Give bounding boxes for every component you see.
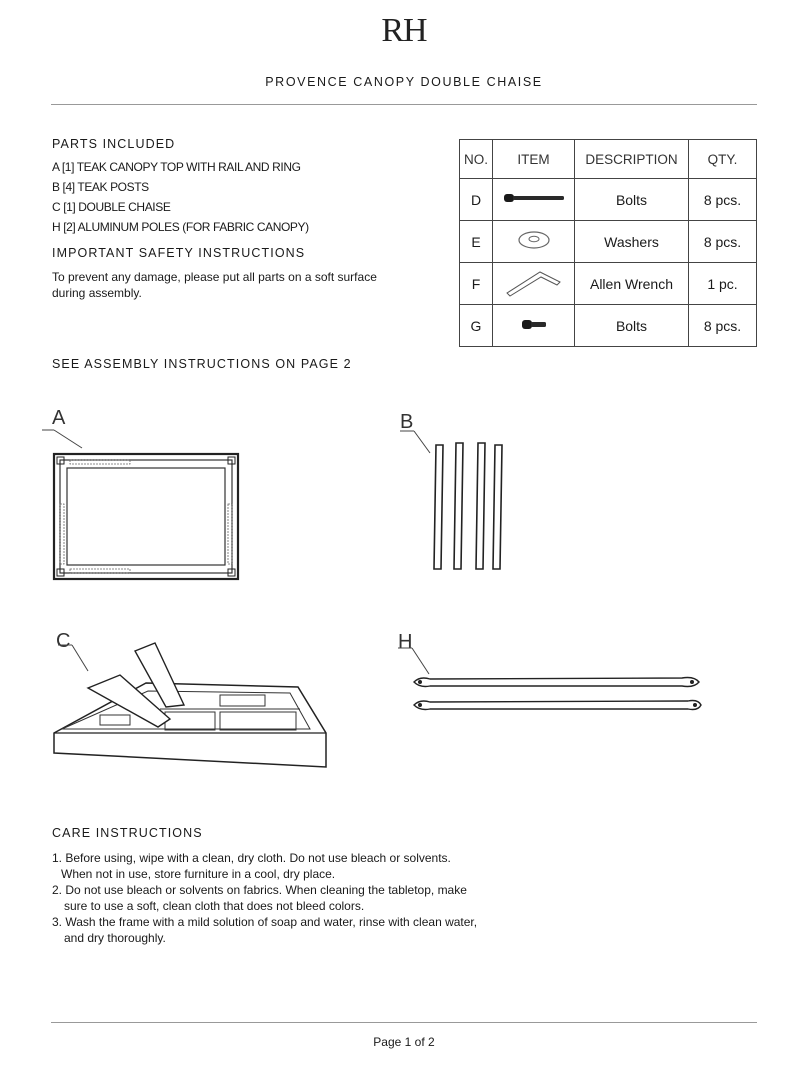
label-b: B [400, 411, 414, 433]
parts-included-heading: PARTS INCLUDED [52, 137, 176, 151]
part-item: A [1] TEAK CANOPY TOP WITH RAIL AND RING [52, 160, 301, 174]
row-item [493, 221, 575, 263]
header-qty: QTY. [689, 140, 757, 179]
row-no: D [460, 179, 493, 221]
label-h: H [398, 631, 413, 653]
care-item [52, 914, 482, 946]
care-line: sure to use a soft, clean cloth that does not bleed colors. [64, 899, 365, 913]
row-no: G [460, 305, 493, 347]
short-bolt-icon [519, 317, 549, 331]
row-description: Bolts [575, 179, 689, 221]
header-no: NO. [460, 140, 493, 179]
canopy-top-diagram [40, 420, 250, 590]
part-item: B [4] TEAK POSTS [52, 180, 149, 194]
care-line: When not in use, store furniture in a cool, dry place. [61, 867, 336, 881]
care-line: 2. Do not use bleach or solvents on fabrics. When cleaning the tabletop, make [52, 883, 467, 897]
row-item [493, 179, 575, 221]
care-line: and dry thoroughly. [64, 931, 166, 945]
safety-text: To prevent any damage, please put all parts on a soft surface during assembly. [52, 270, 377, 300]
label-c: C [56, 630, 71, 652]
row-qty: 8 pcs. [689, 179, 757, 221]
label-a: A [52, 407, 66, 429]
care-heading: CARE INSTRUCTIONS [52, 826, 203, 840]
header-divider [51, 104, 757, 105]
washer-icon [517, 229, 551, 251]
row-item [493, 263, 575, 305]
care-item [52, 882, 482, 914]
page-number: Page 1 of 2 [373, 1035, 435, 1049]
table-header-row [460, 140, 757, 179]
row-item [493, 305, 575, 347]
row-description: Bolts [575, 305, 689, 347]
long-bolt-icon [502, 191, 566, 205]
double-chaise-diagram [40, 635, 340, 775]
hardware-table [459, 139, 757, 347]
parts-list [52, 160, 309, 240]
document-title: PROVENCE CANOPY DOUBLE CHAISE [265, 75, 543, 89]
row-description: Allen Wrench [575, 263, 689, 305]
care-line: 3. Wash the frame with a mild solution of soap and water, rinse with clean water, [52, 915, 478, 929]
part-item: C [1] DOUBLE CHAISE [52, 200, 171, 214]
row-qty: 1 pc. [689, 263, 757, 305]
posts-diagram [398, 425, 518, 580]
row-no: E [460, 221, 493, 263]
table-row [460, 179, 757, 221]
row-description: Washers [575, 221, 689, 263]
safety-heading: IMPORTANT SAFETY INSTRUCTIONS [52, 246, 306, 260]
header-description: DESCRIPTION [575, 140, 689, 179]
footer-divider [51, 1022, 757, 1023]
table-row [460, 305, 757, 347]
brand-logo: RH [381, 12, 427, 49]
care-list [52, 850, 482, 946]
row-qty: 8 pcs. [689, 221, 757, 263]
table-row [460, 221, 757, 263]
care-item [52, 850, 482, 882]
allen-wrench-icon [504, 266, 564, 298]
care-line: 1. Before using, wipe with a clean, dry cloth. Do not use bleach or solvents. [52, 851, 451, 865]
row-qty: 8 pcs. [689, 305, 757, 347]
aluminum-poles-diagram [396, 640, 708, 720]
header-item: ITEM [493, 140, 575, 179]
table-row [460, 263, 757, 305]
part-item: H [2] ALUMINUM POLES (FOR FABRIC CANOPY) [52, 220, 309, 234]
row-no: F [460, 263, 493, 305]
assembly-note: SEE ASSEMBLY INSTRUCTIONS ON PAGE 2 [52, 357, 352, 371]
